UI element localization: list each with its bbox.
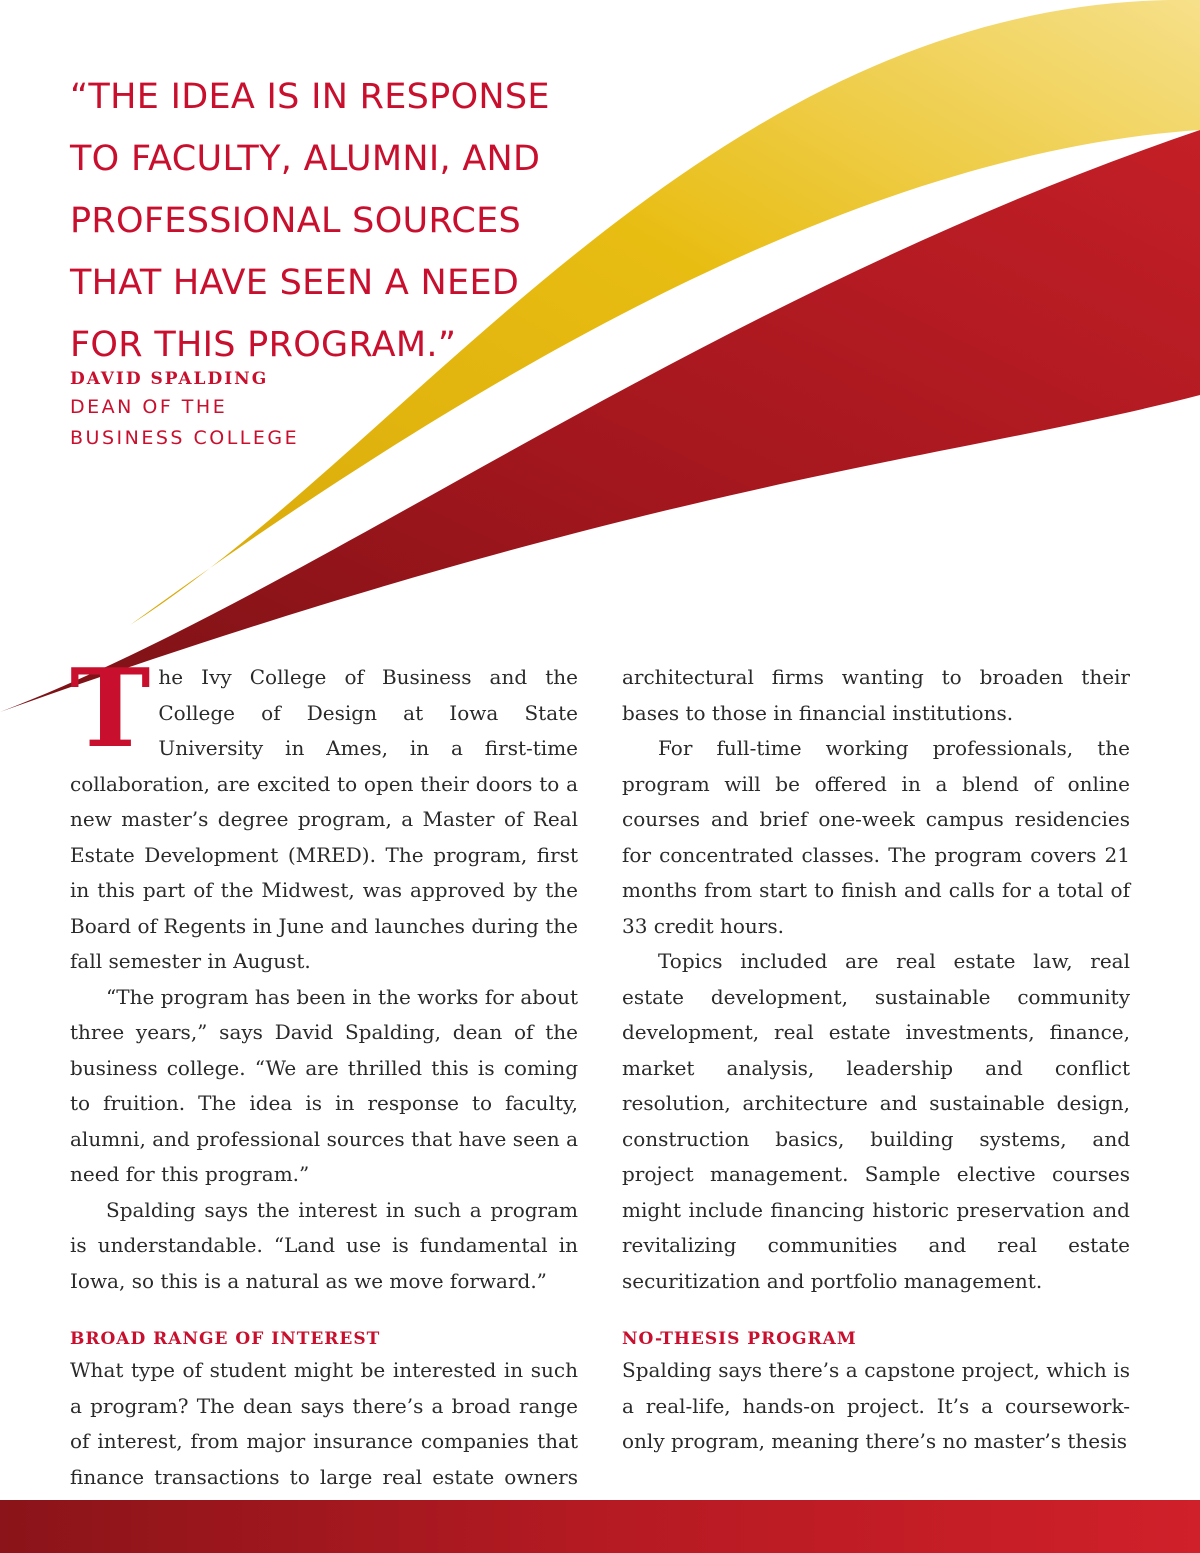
pull-quote-line: THAT HAVE SEEN A NEED — [70, 263, 520, 303]
attribution-title-line: BUSINESS COLLEGE — [70, 427, 300, 449]
paragraph-text: he Ivy College of Business and the College of Design at Iowa State University in Ames, in a first-time collaboration, are excited to open their doors to a new master’s degree program, a Master of Real Estate Development (MRED). The program, first in this part of the Midwest, was approved by the Board of Regents in June and launches during the fall semester in August. — [70, 665, 578, 973]
pull-quote — [70, 66, 630, 376]
pull-quote-line: TO FACULTY, ALUMNI, AND — [70, 139, 541, 179]
article-paragraph: Topics included are real estate law, real estate development, sustainable community development, real estate investments, finance, market analysis, leadership and conflict resolution, architecture and sustainable design, construction basics, building systems, and project management. Sample elective courses might include financing historic preservation and revitalizing communities and real estate securitization and portfolio management. — [622, 949, 1130, 1293]
pull-quote-line: FOR THIS PROGRAM.” — [70, 325, 457, 365]
article-paragraph: What type of student might be interested in such a program? The dean says there’s a broad range of interest, from major insurance companies that finance transactions to large real estate owners — [70, 1358, 578, 1489]
article-paragraph: Spalding says there’s a capstone project, which is a real-life, hands-on project. It’s a coursework-only program, meaning there’s no master’s thesis — [622, 1358, 1130, 1453]
footer-bar — [0, 1500, 1200, 1553]
article-column-right — [622, 660, 1130, 1460]
section-heading-no-thesis: NO-THESIS PROGRAM — [622, 1329, 857, 1349]
section-heading-broad-range: BROAD RANGE OF INTEREST — [70, 1329, 381, 1349]
article-paragraph: architectural firms wanting to broaden their bases to those in financial institutions. — [622, 665, 1130, 725]
attribution-title — [70, 392, 299, 454]
pull-quote-line: PROFESSIONAL SOURCES — [70, 201, 522, 241]
article-paragraph — [70, 646, 578, 980]
article-paragraph: For full-time working professionals, the program will be offered in a blend of online courses and brief one-week campus residencies for concentrated classes. The program covers 21 months from start to finish and calls for a total of 33 credit hours. — [622, 736, 1130, 938]
drop-cap: T — [70, 646, 151, 772]
article-paragraph: Spalding says the interest in such a program is understandable. “Land use is fundamental in Iowa, so this is a natural as we move forward.” — [70, 1197, 578, 1293]
attribution-name: DAVID SPALDING — [70, 369, 269, 389]
article-column-left — [70, 646, 578, 1531]
pull-quote-text — [70, 66, 630, 376]
attribution-title-line: DEAN OF THE — [70, 396, 228, 418]
pull-quote-line: “THE IDEA IS IN RESPONSE — [70, 77, 550, 117]
article-paragraph: “The program has been in the works for about three years,” says David Spalding, dean of the business college. “We are thrilled this is coming to fruition. The idea is in response to faculty, alumni, and professional sources that have seen a need for this program.” — [70, 984, 578, 1186]
quote-attribution — [70, 366, 299, 454]
